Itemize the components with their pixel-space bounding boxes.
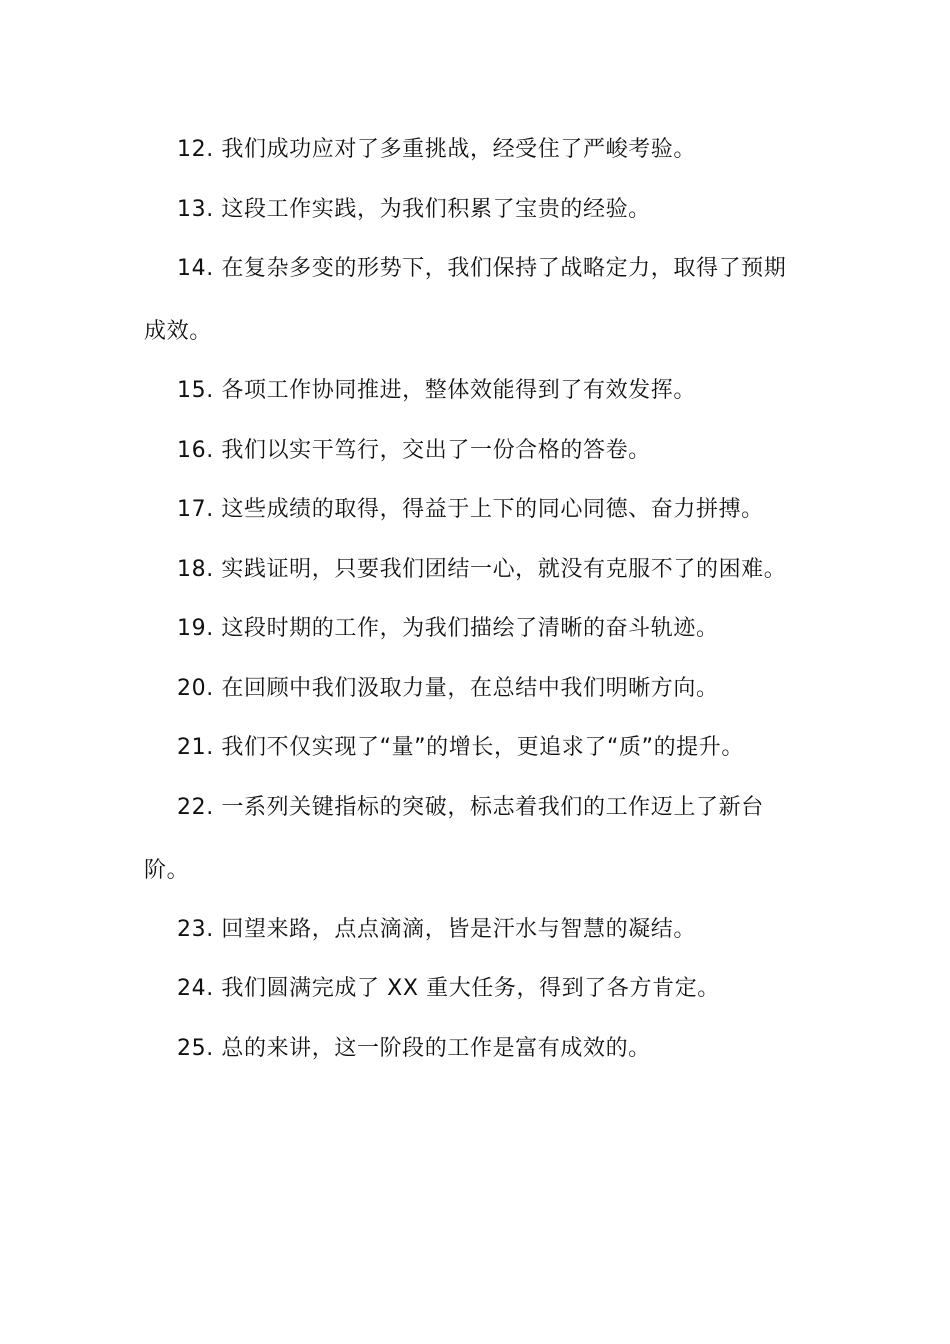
paragraph-18: 18. 实践证明，只要我们团结一心，就没有克服不了的困难。	[177, 556, 787, 582]
paragraph-13: 13. 这段工作实践，为我们积累了宝贵的经验。	[177, 196, 651, 222]
paragraph-25: 25. 总的来讲，这一阶段的工作是富有成效的。	[177, 1035, 651, 1061]
paragraph-20: 20. 在回顾中我们汲取力量，在总结中我们明晰方向。	[177, 675, 719, 701]
paragraph-14: 14. 在复杂多变的形势下，我们保持了战略定力，取得了预期成效。	[144, 256, 787, 344]
paragraph-12: 12. 我们成功应对了多重挑战，经受住了严峻考验。	[177, 137, 696, 162]
paragraph-21: 21. 我们不仅实现了“量”的增长，更追求了“质”的提升。	[177, 735, 744, 760]
paragraph-17: 17. 这些成绩的取得，得益于上下的同心同德、奋力拼搏。	[177, 497, 764, 522]
paragraph-16: 16. 我们以实干笃行，交出了一份合格的答卷。	[177, 437, 651, 463]
document-body	[144, 120, 808, 1078]
paragraph-19: 19. 这段时期的工作，为我们描绘了清晰的奋斗轨迹。	[177, 616, 719, 641]
paragraph-23: 23. 回望来路，点点滴滴，皆是汗水与智慧的凝结。	[177, 916, 696, 942]
paragraph-24: 24. 我们圆满完成了 XX 重大任务，得到了各方肯定。	[177, 976, 720, 1001]
paragraph-22: 22. 一系列关键指标的突破，标志着我们的工作迈上了新台阶。	[144, 794, 764, 883]
paragraph-15: 15. 各项工作协同推进，整体效能得到了有效发挥。	[177, 378, 696, 403]
